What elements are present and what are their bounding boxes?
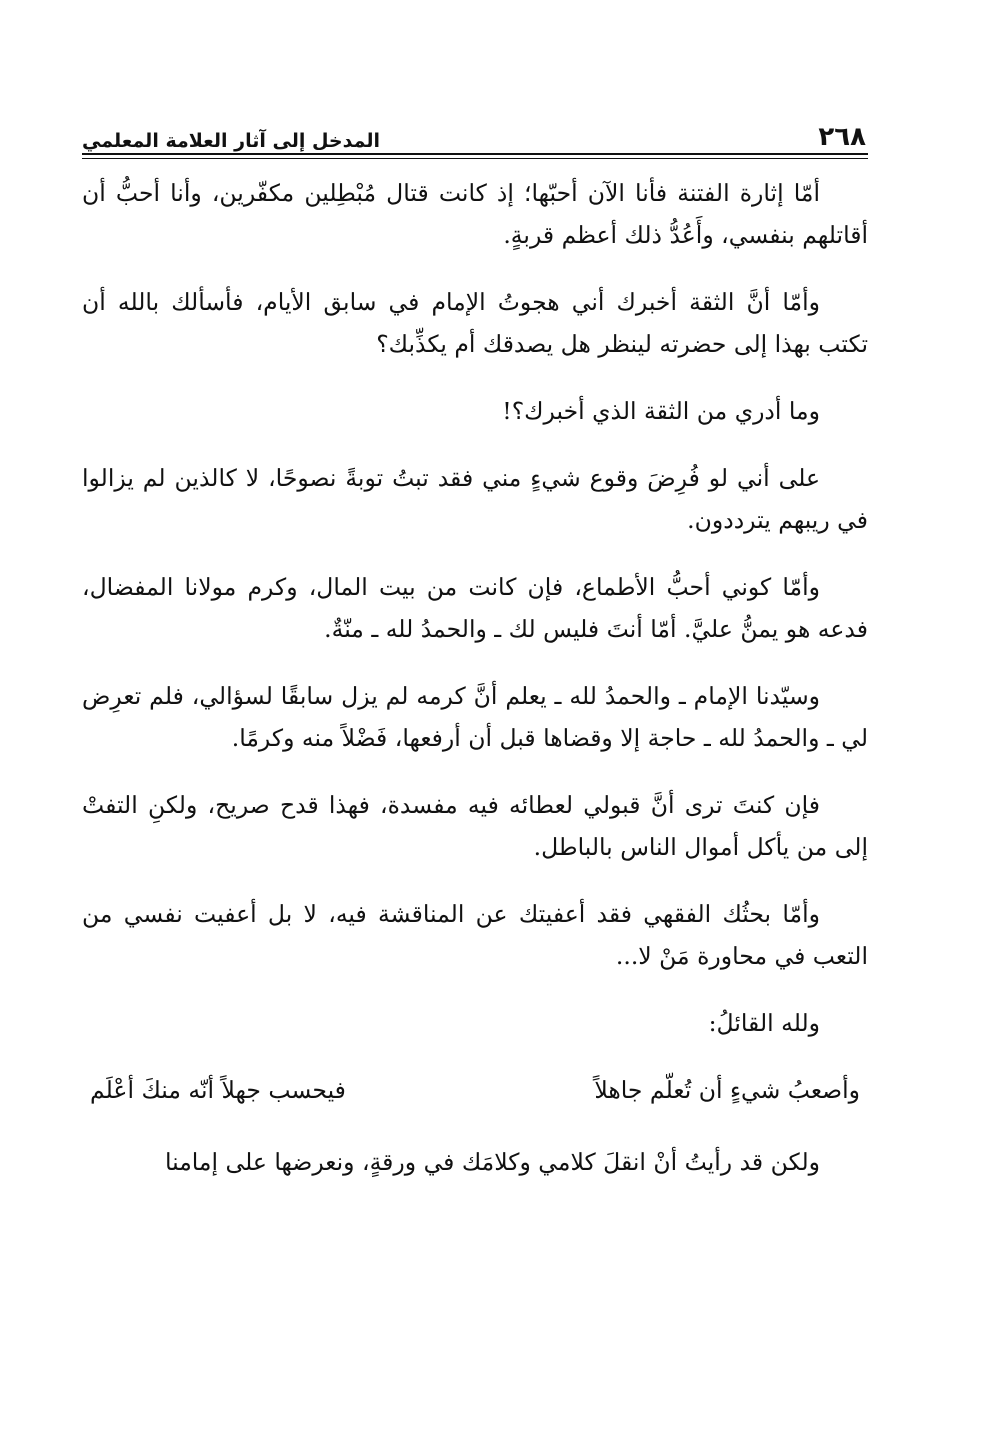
paragraph: وسيّدنا الإمام ـ والحمدُ لله ـ يعلم أنَّ كرمه لم يزل سابقًا لسؤالي، فلم تعرِض لي ـ والحمدُ لله ـ حاجة إلا وقضاها قبل أن أرفعها، فَضْلاً منه وكرمًا.	[82, 682, 868, 752]
paragraph: فإن كنتَ ترى أنَّ قبولي لعطائه فيه مفسدة، فهذا قدح صريح، ولكنِ التفتْ إلى من يأكل أموال الناس بالباطل.	[82, 791, 868, 861]
paragraph: وأمّا بحثُك الفقهي فقد أعفيتك عن المناقشة فيه، لا بل أعفيت نفسي من التعب في محاورة مَنْ لا...	[82, 900, 868, 970]
paragraph: أمّا إثارة الفتنة فأنا الآن أحبّها؛ إذ كانت قتال مُبْطِلين مكفّرين، وأنا أحبُّ أن أقاتلهم بنفسي، وأَعُدُّ ذلك أعظم قربةٍ.	[82, 179, 868, 249]
page-header	[82, 110, 866, 152]
paragraph: وأمّا أنَّ الثقة أخبرك أني هجوتُ الإمام في سابق الأيام، فأسألك بالله أن تكتب بهذا إلى حضرته لينظر هل يصدقك أم يكذِّبك؟	[82, 288, 868, 358]
verse-first-hemistich: وأصعبُ شيءٍ أن تُعلّم جاهلاً	[594, 1076, 860, 1104]
closing-line: ولكن قد رأيتُ أنْ انقلَ كلامي وكلامَك في ورقةٍ، ونعرضها على إمامنا	[164, 1148, 820, 1176]
verse-second-hemistich: فيحسب جهلاً أنّه منكَ أعْلَم	[90, 1076, 346, 1104]
paragraph: على أني لو فُرِضَ وقوع شيءٍ مني فقد تبتُ توبةً نصوحًا، لا كالذين لم يزالوا في ريبهم يترددون.	[82, 464, 868, 534]
verse-intro: ولله القائلُ:	[708, 1009, 820, 1037]
header-rule-thin	[82, 158, 868, 159]
running-title: المدخل إلى آثار العلامة المعلمي	[82, 130, 380, 152]
body-text	[82, 172, 868, 1208]
header-rule	[82, 153, 868, 155]
paragraph: وما أدري من الثقة الذي أخبرك؟!	[502, 397, 820, 425]
poetry-verse	[90, 1069, 860, 1111]
page-number: ٢٦٨	[818, 122, 866, 152]
paragraph: وأمّا كوني أحبُّ الأطماع، فإن كانت من بيت المال، وكرم مولانا المفضال، فدعه هو يمنُّ عليَّ. أمّا أنتَ فليس لك ـ والحمدُ لله ـ منّةٌ.	[82, 573, 868, 643]
